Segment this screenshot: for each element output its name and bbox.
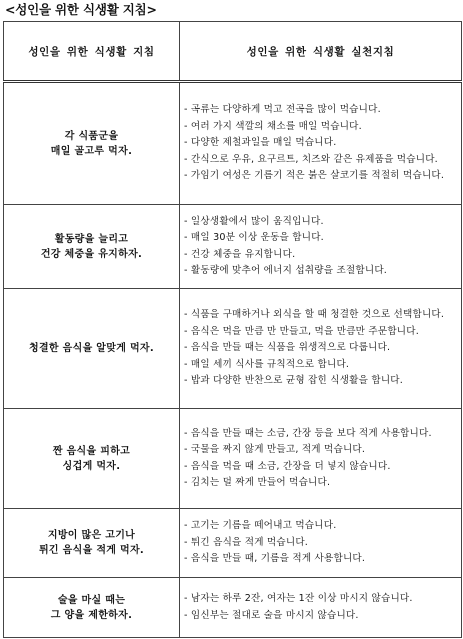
practice-item: - 일상생활에서 많이 움직입니다. <box>184 215 324 227</box>
guideline-line: 청결한 음식을 알맞게 먹자. <box>28 343 154 354</box>
practice-item: - 음식을 만들 때, 기름을 적게 사용합니다. <box>184 553 366 565</box>
practice-item: - 식품을 구매하거나 외식을 할 때 청결한 것으로 선택합니다. <box>184 309 445 321</box>
guideline-cell <box>4 289 180 409</box>
document-title: <성인을 위한 식생활 지침> <box>5 2 157 17</box>
practice-item: - 김치는 덜 짜게 만들어 먹습니다. <box>184 477 331 488</box>
practice-item: - 임신부는 절대로 술을 마시지 않습니다. <box>184 609 359 621</box>
practice-item: - 가임기 여성은 기름기 적은 붉은 살코기를 적절히 먹습니다. <box>184 170 445 182</box>
header-practices: 성인을 위한 식생활 실천지침 <box>180 22 462 82</box>
practice-item: - 곡류는 다양하게 먹고 전곡을 많이 먹습니다. <box>184 104 381 116</box>
guideline-line: 건강 체중을 유지하자. <box>40 248 143 260</box>
practice-item: - 음식을 먹을 때 소금, 간장을 더 넣지 않습니다. <box>184 460 391 472</box>
practices-cell <box>180 509 462 578</box>
guideline-cell <box>4 509 180 578</box>
practice-item: - 남자는 하루 2잔, 여자는 1잔 이상 마시지 않습니다. <box>184 593 413 604</box>
guideline-cell <box>4 82 180 205</box>
guideline-line: 튀긴 음식을 적게 먹자. <box>38 545 145 556</box>
practice-item: - 튀긴 음식을 적게 먹습니다. <box>184 536 309 548</box>
guideline-cell <box>4 578 180 638</box>
table-row <box>4 205 462 289</box>
guideline-line: 지방이 많은 고기나 <box>47 530 136 541</box>
practices-cell <box>180 82 462 205</box>
practice-item: - 음식을 만들 때는 식품을 위생적으로 다룹니다. <box>184 342 391 354</box>
practice-item: - 밥과 다양한 반찬으로 균형 잡힌 식생활을 합니다. <box>184 375 404 387</box>
practice-item: - 여러 가지 색깔의 채소를 매일 먹습니다. <box>184 120 362 132</box>
practice-item: - 매일 세끼 식사를 규칙적으로 합니다. <box>184 358 350 370</box>
practices-cell <box>180 289 462 409</box>
guideline-line: 각 식품군을 <box>64 130 119 142</box>
table-row <box>4 509 462 578</box>
practices-cell <box>180 409 462 509</box>
practice-item: - 국물을 짜지 않게 만들고, 적게 먹습니다. <box>184 444 366 455</box>
table-row <box>4 578 462 638</box>
practice-item: - 음식을 만들 때는 소금, 간장 등을 보다 적게 사용합니다. <box>184 427 432 439</box>
table-header-row <box>4 22 462 82</box>
practice-item: - 간식으로 우유, 요구르트, 치즈와 같은 유제품을 먹습니다. <box>184 153 438 165</box>
practice-item: - 다양한 제철과일을 매일 먹습니다. <box>184 137 337 149</box>
practice-item: - 음식은 먹을 만큼 만 만들고, 먹을 만큼만 주문합니다. <box>184 325 419 337</box>
practice-item: - 고기는 기름을 떼어내고 먹습니다. <box>184 520 337 532</box>
guideline-line: 활동량을 늘리고 <box>54 233 129 245</box>
guideline-cell <box>4 205 180 289</box>
guideline-line: 그 양을 제한하자. <box>50 609 133 621</box>
table-row <box>4 409 462 509</box>
guideline-line: 싱겁게 먹자. <box>62 460 121 472</box>
header-guidelines: 성인을 위한 식생활 지침 <box>4 22 180 82</box>
table-row <box>4 289 462 409</box>
practices-cell <box>180 205 462 289</box>
practice-item: - 활동량에 맞추어 에너지 섭취량을 조절합니다. <box>184 265 388 276</box>
practice-item: - 건강 체중을 유지합니다. <box>184 248 296 260</box>
guideline-line: 술을 마실 때는 <box>57 594 126 606</box>
guideline-line: 매일 골고루 먹자. <box>50 145 133 157</box>
guideline-line: 짠 음식을 피하고 <box>52 445 131 457</box>
dietary-guidelines-table <box>3 21 462 638</box>
practice-item: - 매일 30분 이상 운동을 합니다. <box>184 232 324 243</box>
practices-cell <box>180 578 462 638</box>
table-row <box>4 82 462 205</box>
guideline-cell <box>4 409 180 509</box>
